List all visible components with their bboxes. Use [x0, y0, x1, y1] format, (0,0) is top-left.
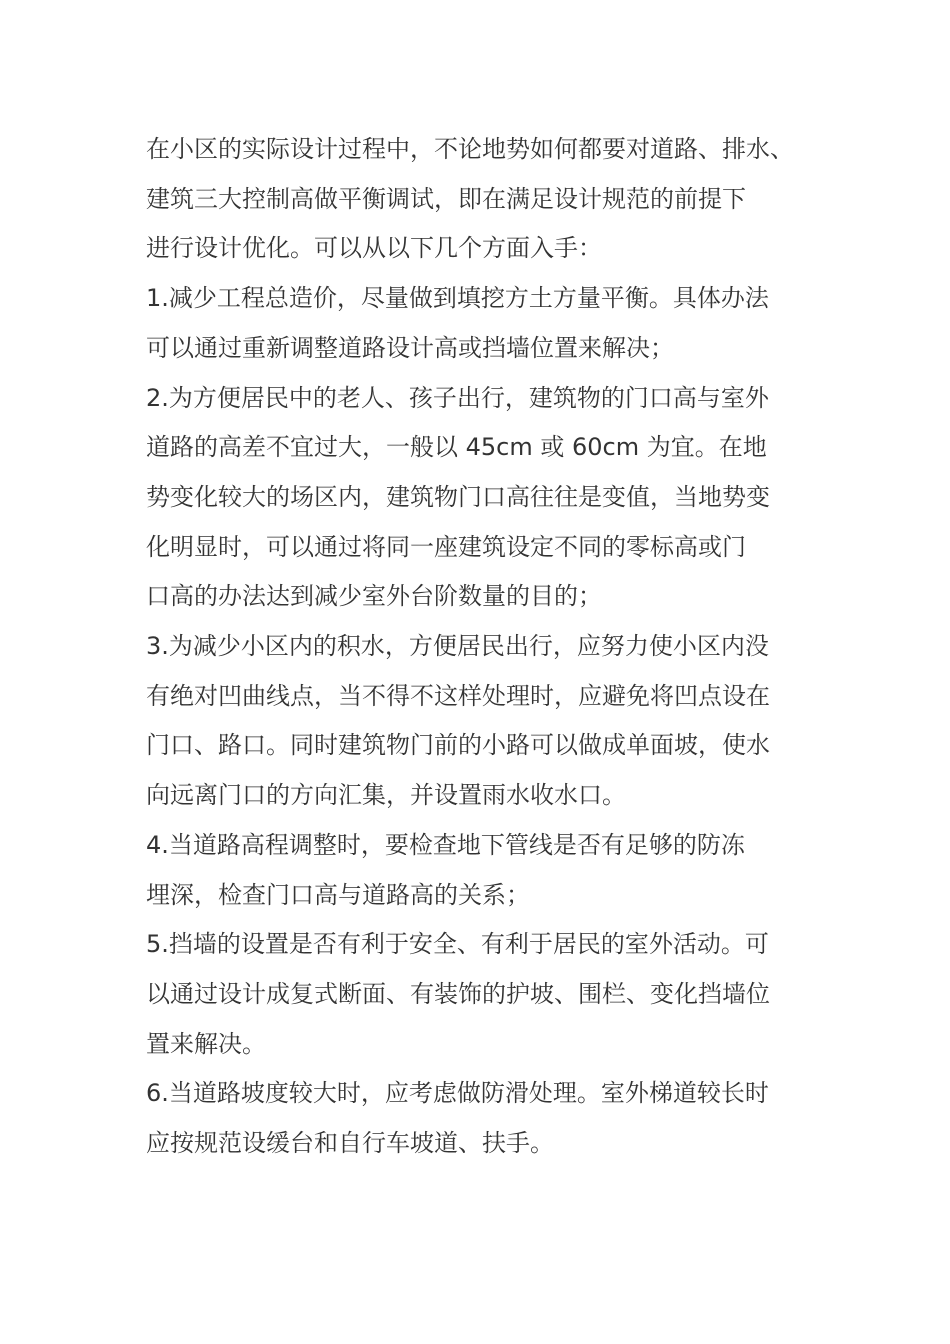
text-line: 有绝对凹曲线点，当不得不这样处理时，应避免将凹点设在 [146, 681, 770, 710]
list-item-6 [146, 1069, 808, 1168]
list-item-5 [146, 920, 808, 1069]
intro-paragraph [146, 125, 808, 274]
text-line: 6.当道路坡度较大时，应考虑做防滑处理。室外梯道较长时 [146, 1079, 769, 1108]
text-line: 道路的高差不宜过大，一般以 45cm 或 60cm 为宜。在地 [146, 433, 767, 462]
text-line: 1.减少工程总造价，尽量做到填挖方土方量平衡。具体办法 [146, 284, 769, 313]
text-line: 建筑三大控制高做平衡调试，即在满足设计规范的前提下 [146, 184, 746, 213]
list-item-1 [146, 274, 808, 373]
text-line: 埋深，检查门口高与道路高的关系； [146, 880, 530, 909]
text-line: 3.为减少小区内的积水，方便居民出行，应努力使小区内没 [146, 632, 769, 661]
list-item-4 [146, 821, 808, 920]
document-body [146, 125, 808, 1169]
text-line: 应按规范设缓台和自行车坡道、扶手。 [146, 1129, 554, 1158]
list-item-3 [146, 622, 808, 821]
text-line: 5.挡墙的设置是否有利于安全、有利于居民的室外活动。可 [146, 930, 769, 959]
text-line: 向远离门口的方向汇集，并设置雨水收水口。 [146, 781, 626, 810]
list-item-2 [146, 374, 808, 623]
text-line: 进行设计优化。可以从以下几个方面入手： [146, 234, 602, 263]
text-line: 势变化较大的场区内，建筑物门口高往往是变值，当地势变 [146, 482, 770, 511]
text-line: 在小区的实际设计过程中，不论地势如何都要对道路、排水、 [146, 135, 794, 163]
text-line: 门口、路口。同时建筑物门前的小路可以做成单面坡，使水 [146, 731, 770, 760]
text-line: 口高的办法达到减少室外台阶数量的目的； [146, 582, 602, 611]
text-line: 可以通过重新调整道路设计高或挡墙位置来解决； [146, 333, 674, 362]
text-line: 化明显时，可以通过将同一座建筑设定不同的零标高或门 [146, 532, 746, 561]
text-line: 4.当道路高程调整时，要检查地下管线是否有足够的防冻 [146, 830, 745, 859]
text-line: 2.为方便居民中的老人、孩子出行，建筑物的门口高与室外 [146, 383, 769, 412]
text-line: 以通过设计成复式断面、有装饰的护坡、围栏、变化挡墙位 [146, 979, 770, 1008]
text-line: 置来解决。 [146, 1029, 266, 1058]
